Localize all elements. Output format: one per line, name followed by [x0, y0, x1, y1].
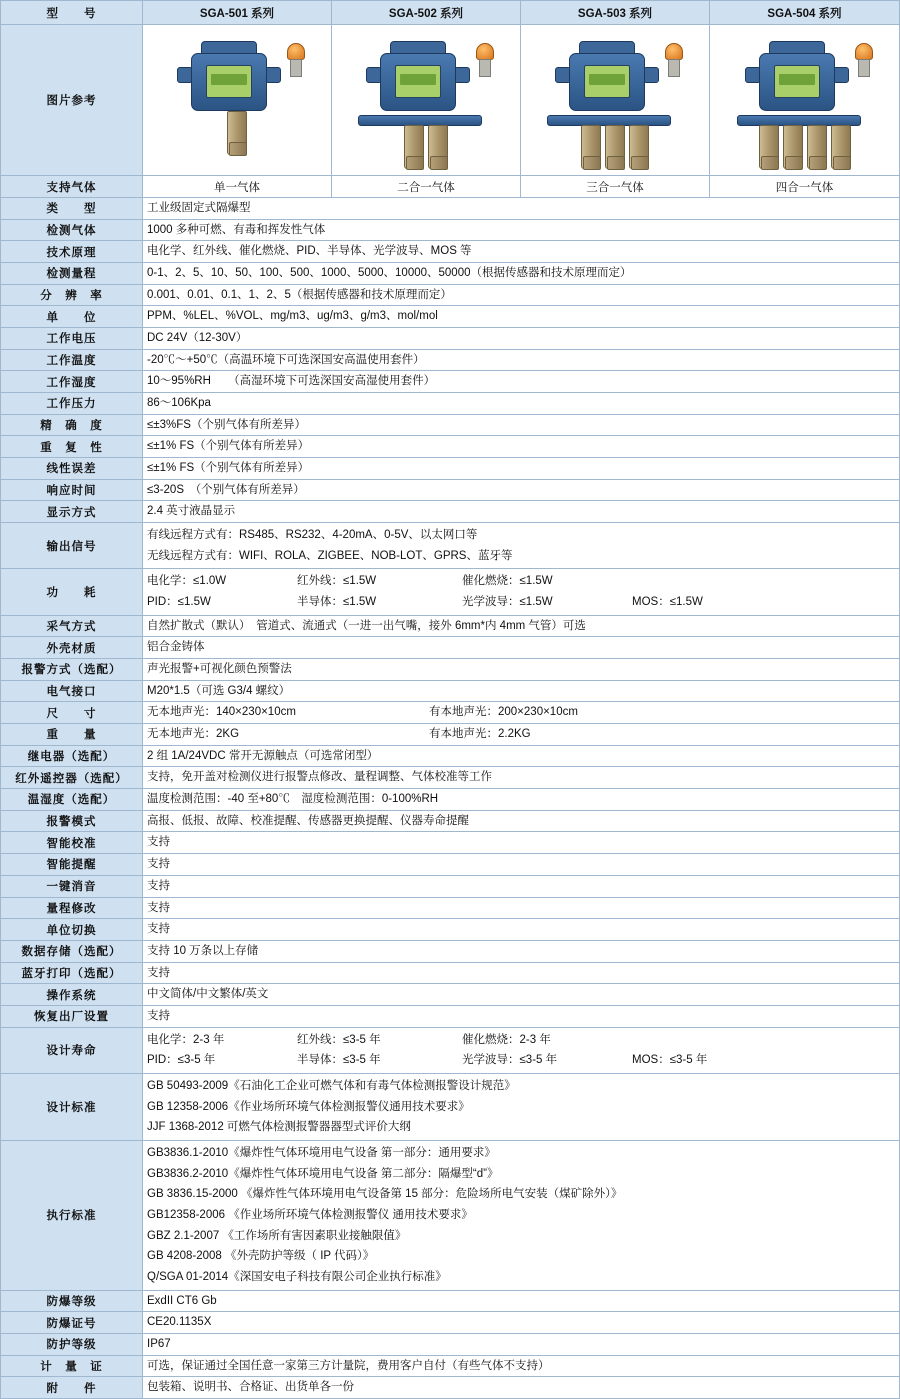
row-value-range-modify: 支持: [143, 897, 900, 919]
row-label-smart-reminder: 智能提醒: [1, 854, 143, 876]
alarm-beacon-icon: [855, 43, 873, 77]
model-header-1: SGA-501 系列: [143, 1, 332, 25]
table-row-weight: [1, 724, 900, 746]
row-label-display: 显示方式: [1, 501, 143, 523]
table-row-design-standard: [1, 1073, 900, 1140]
row-label-linearity: 线性误差: [1, 458, 143, 480]
weight-with-beacon: 有本地声光：2.2KG: [429, 728, 531, 741]
device-body: [380, 53, 456, 111]
row-value-linearity: ≤±1% FS（个别气体有所差异）: [143, 458, 900, 480]
table-row-accuracy: [1, 414, 900, 436]
device-mount-right: [833, 67, 849, 83]
table-row-temp-humidity: [1, 789, 900, 811]
model-header-2: SGA-502 系列: [332, 1, 521, 25]
exec-standard-item: GB3836.2-2010《爆炸性气体环境用电气设备 第二部分：隔爆型“d”》: [147, 1167, 499, 1180]
row-label-resolution: 分 辨 率: [1, 284, 143, 306]
row-label-remote: 红外遥控器（选配）: [1, 767, 143, 789]
row-value-metering-cert: 可选，保证通过全国任意一家第三方计量院，费用客户自付（有些气体不支持）: [143, 1355, 900, 1377]
row-label-shell: 外壳材质: [1, 637, 143, 659]
gas-detector-illustration-2: [346, 27, 506, 173]
table-row-voltage: [1, 328, 900, 350]
row-value-smart-reminder: 支持: [143, 854, 900, 876]
row-label-response-time: 响应时间: [1, 479, 143, 501]
life-item: 半导体：≤3-5 年: [297, 1054, 381, 1067]
sensor-probe: [831, 125, 851, 169]
table-row-range: [1, 263, 900, 285]
row-value-type: 工业级固定式隔爆型: [143, 198, 900, 220]
row-value-relay: 2 组 1A/24VDC 常开无源触点（可选常闭型）: [143, 745, 900, 767]
output-wired: 有线远程方式有：RS485、RS232、4-20mA、0-5V、以太网口等: [147, 529, 478, 542]
row-value-alarm-mode: 高报、低报、故障、校准提醒、传感器更换提醒、仪器寿命提醒: [143, 810, 900, 832]
row-value-mute: 支持: [143, 875, 900, 897]
power-row-2: [147, 592, 895, 613]
table-row-alarm-mode: [1, 810, 900, 832]
alarm-beacon-icon: [665, 43, 683, 77]
row-value-display: 2.4 英寸液晶显示: [143, 501, 900, 523]
exec-standard-item: Q/SGA 01-2014《深国安电子科技有限公司企业执行标准》: [147, 1270, 447, 1283]
row-label-humidity: 工作湿度: [1, 371, 143, 393]
table-row-linearity: [1, 458, 900, 480]
sensor-probe: [759, 125, 779, 169]
table-row-design-life: [1, 1027, 900, 1073]
row-value-smart-calibration: 支持: [143, 832, 900, 854]
gas-support-3: 三合一气体: [521, 176, 710, 198]
beacon-base: [858, 59, 870, 77]
row-label-repeatability: 重 复 性: [1, 436, 143, 458]
row-value-os: 中文简体/中文繁体/英文: [143, 984, 900, 1006]
model-header-4: SGA-504 系列: [710, 1, 900, 25]
row-value-storage: 支持 10 万条以上存储: [143, 940, 900, 962]
table-row-unit: [1, 306, 900, 328]
table-row-smart-calibration: [1, 832, 900, 854]
row-label-voltage: 工作电压: [1, 328, 143, 350]
output-wireless: 无线远程方式有：WIFI、ROLA、ZIGBEE、NOB-LOT、GPRS、蓝牙等: [147, 549, 513, 562]
table-row-repeatability: [1, 436, 900, 458]
size-values: [147, 704, 895, 721]
power-item: 红外线：≤1.5W: [297, 575, 377, 588]
gas-support-4: 四合一气体: [710, 176, 900, 198]
beacon-base: [479, 59, 491, 77]
row-label-storage: 数据存储（选配）: [1, 940, 143, 962]
row-value-factory-reset: 支持: [143, 1005, 900, 1027]
exec-standard-item: GB 3836.15-2000 《爆炸性气体环境用电气设备第 15 部分：危险场所电气安装（煤矿除外）》: [147, 1188, 623, 1201]
table-row-resolution: [1, 284, 900, 306]
gas-detector-illustration-3: [535, 27, 695, 173]
row-label-accessories: 附 件: [1, 1377, 143, 1399]
table-row-images: [1, 25, 900, 176]
row-label-sampling: 采气方式: [1, 615, 143, 637]
table-row-alarm-way: [1, 659, 900, 681]
life-item: 电化学：2-3 年: [147, 1033, 225, 1046]
power-item: PID：≤1.5W: [147, 596, 211, 609]
beacon-base: [290, 59, 302, 77]
row-value-humidity: 10～95%RH （高湿环境下可选深国安高湿使用套件）: [143, 371, 900, 393]
row-value-alarm-way: 声光报警+可视化颜色预警法: [143, 659, 900, 681]
row-value-design-standard: [143, 1073, 900, 1140]
design-standard-item: JJF 1368-2012 可燃气体检测报警器器型式评价大纲: [147, 1121, 411, 1134]
model-header-3: SGA-503 系列: [521, 1, 710, 25]
weight-values: [147, 726, 895, 743]
row-label-principle: 技术原理: [1, 241, 143, 263]
exec-standard-item: GB3836.1-2010《爆炸性气体环境用电气设备 第一部分：通用要求》: [147, 1146, 496, 1159]
row-label-os: 操作系统: [1, 984, 143, 1006]
row-label-power: 功 耗: [1, 569, 143, 615]
row-value-range: 0-1、2、5、10、50、100、500、1000、5000、10000、50000（根据传感器和技术原理而定）: [143, 263, 900, 285]
table-row-mute: [1, 875, 900, 897]
row-value-output: [143, 523, 900, 569]
table-row-shell: [1, 637, 900, 659]
table-row-pressure: [1, 393, 900, 415]
sensor-group: [725, 125, 885, 169]
row-label-metering-cert: 计 量 证: [1, 1355, 143, 1377]
row-value-temperature: -20℃～+50℃（高温环境下可选深国安高温使用套件）: [143, 349, 900, 371]
row-label-temperature: 工作温度: [1, 349, 143, 371]
product-image-3: [521, 25, 710, 176]
table-row-display: [1, 501, 900, 523]
gas-detector-illustration-4: [725, 27, 885, 173]
beacon-dome: [665, 43, 683, 60]
table-row-detect-gas: [1, 219, 900, 241]
table-row-ip-rating: [1, 1333, 900, 1355]
row-label-temp-humidity: 温湿度（选配）: [1, 789, 143, 811]
display-segment: [211, 74, 247, 85]
device-mount-right: [265, 67, 281, 83]
table-row-unit-switch: [1, 919, 900, 941]
row-label-design-life: 设计寿命: [1, 1027, 143, 1073]
alarm-beacon-icon: [476, 43, 494, 77]
device-display: [774, 65, 820, 98]
row-value-remote: 支持，免开盖对检测仪进行报警点修改、量程调整、气体校准等工作: [143, 767, 900, 789]
display-segment: [400, 74, 436, 85]
row-label-ex-level: 防爆等级: [1, 1290, 143, 1312]
row-label-exec-standard: 执行标准: [1, 1140, 143, 1290]
sensor-probe: [227, 111, 247, 155]
row-label-bluetooth-print: 蓝牙打印（选配）: [1, 962, 143, 984]
row-value-exec-standard: [143, 1140, 900, 1290]
device-display: [395, 65, 441, 98]
device-body: [759, 53, 835, 111]
gas-support-1: 单一气体: [143, 176, 332, 198]
exec-standard-item: GB12358-2006 《作业场所环境气体检测报警仪 通用技术要求》: [147, 1208, 473, 1221]
row-label-unit: 单 位: [1, 306, 143, 328]
row-label-size: 尺 寸: [1, 702, 143, 724]
power-item: 光学波导：≤1.5W: [462, 596, 553, 609]
sensor-group: [346, 125, 506, 169]
device-display: [206, 65, 252, 98]
table-row-sampling: [1, 615, 900, 637]
gas-detector-illustration-1: [157, 27, 317, 173]
table-row-relay: [1, 745, 900, 767]
product-image-4: [710, 25, 900, 176]
life-item: MOS：≤3-5 年: [632, 1054, 708, 1067]
row-value-ip-rating: IP67: [143, 1333, 900, 1355]
device-mount-right: [643, 67, 659, 83]
row-value-power: [143, 569, 900, 615]
row-value-bluetooth-print: 支持: [143, 962, 900, 984]
design-standard-item: GB 12358-2006《作业场所环境气体检测报警仪通用技术要求》: [147, 1100, 470, 1113]
table-row-electric-interface: [1, 680, 900, 702]
table-row-remote: [1, 767, 900, 789]
table-row-ex-level: [1, 1290, 900, 1312]
table-row-bluetooth-print: [1, 962, 900, 984]
life-item: 催化燃烧：2-3 年: [462, 1033, 551, 1046]
row-value-detect-gas: 1000 多种可燃、有毒和挥发性气体: [143, 219, 900, 241]
table-row-storage: [1, 940, 900, 962]
row-value-unit: PPM、%LEL、%VOL、mg/m3、ug/m3、g/m3、mol/mol: [143, 306, 900, 328]
table-row-temperature: [1, 349, 900, 371]
row-value-unit-switch: 支持: [143, 919, 900, 941]
table-row-power: [1, 569, 900, 615]
device-mount-right: [454, 67, 470, 83]
row-value-repeatability: ≤±1% FS（个别气体有所差异）: [143, 436, 900, 458]
power-item: 电化学：≤1.0W: [147, 575, 227, 588]
row-value-accuracy: ≤±3%FS（个别气体有所差异）: [143, 414, 900, 436]
table-row-humidity: [1, 371, 900, 393]
display-segment: [589, 74, 625, 85]
row-value-principle: 电化学、红外线、催化燃烧、PID、半导体、光学波导、MOS 等: [143, 241, 900, 263]
power-item: 半导体：≤1.5W: [297, 596, 377, 609]
exec-standard-item: GB 4208-2008 《外壳防护等级（ IP 代码）》: [147, 1250, 375, 1263]
row-label-range: 检测量程: [1, 263, 143, 285]
row-value-ex-cert: CE20.1135X: [143, 1312, 900, 1334]
power-item: 催化燃烧：≤1.5W: [462, 575, 553, 588]
sensor-group: [157, 111, 317, 155]
sensor-probe: [428, 125, 448, 169]
sensor-probe: [605, 125, 625, 169]
size-no-beacon: 无本地声光：140×230×10cm: [147, 706, 296, 719]
row-label-alarm-way: 报警方式（选配）: [1, 659, 143, 681]
row-label-model: 型 号: [1, 1, 143, 25]
row-value-electric-interface: M20*1.5（可选 G3/4 螺纹）: [143, 680, 900, 702]
row-value-pressure: 86～106Kpa: [143, 393, 900, 415]
product-image-1: [143, 25, 332, 176]
row-value-response-time: ≤3-20S （个别气体有所差异）: [143, 479, 900, 501]
row-value-voltage: DC 24V（12-30V）: [143, 328, 900, 350]
row-value-sampling: 自然扩散式（默认） 管道式、流通式（一进一出气嘴，接外 6mm*内 4mm 气管）可选: [143, 615, 900, 637]
alarm-beacon-icon: [287, 43, 305, 77]
row-label-mute: 一键消音: [1, 875, 143, 897]
row-value-ex-level: ExdII CT6 Gb: [143, 1290, 900, 1312]
device-body: [191, 53, 267, 111]
beacon-dome: [476, 43, 494, 60]
table-row-ex-cert: [1, 1312, 900, 1334]
row-label-ex-cert: 防爆证号: [1, 1312, 143, 1334]
power-row-1: [147, 571, 895, 592]
sensor-probe: [404, 125, 424, 169]
gas-support-2: 二合一气体: [332, 176, 521, 198]
beacon-dome: [855, 43, 873, 60]
row-value-accessories: 包装箱、说明书、合格证、出货单各一份: [143, 1377, 900, 1399]
beacon-base: [668, 59, 680, 77]
weight-no-beacon: 无本地声光：2KG: [147, 728, 240, 741]
table-row-factory-reset: [1, 1005, 900, 1027]
row-label-relay: 继电器（选配）: [1, 745, 143, 767]
table-row-model: [1, 1, 900, 25]
table-row-gas-support: [1, 176, 900, 198]
row-value-design-life: [143, 1027, 900, 1073]
size-with-beacon: 有本地声光：200×230×10cm: [429, 706, 578, 719]
row-label-range-modify: 量程修改: [1, 897, 143, 919]
row-label-alarm-mode: 报警模式: [1, 810, 143, 832]
life-row-1: [147, 1030, 895, 1051]
row-label-type: 类 型: [1, 198, 143, 220]
table-row-exec-standard: [1, 1140, 900, 1290]
table-row-output: [1, 523, 900, 569]
row-label-electric-interface: 电气接口: [1, 680, 143, 702]
table-row-accessories: [1, 1377, 900, 1399]
row-label-design-standard: 设计标准: [1, 1073, 143, 1140]
row-value-temp-humidity: 温度检测范围：-40 至+80℃ 湿度检测范围：0-100%RH: [143, 789, 900, 811]
product-image-2: [332, 25, 521, 176]
row-label-gas-support: 支持气体: [1, 176, 143, 198]
life-item: 红外线：≤3-5 年: [297, 1033, 381, 1046]
life-item: PID：≤3-5 年: [147, 1054, 216, 1067]
table-row-type: [1, 198, 900, 220]
row-label-accuracy: 精 确 度: [1, 414, 143, 436]
life-row-2: [147, 1050, 895, 1071]
design-standard-item: GB 50493-2009《石油化工企业可燃气体和有毒气体检测报警设计规范》: [147, 1079, 516, 1092]
row-value-weight: [143, 724, 900, 746]
table-row-metering-cert: [1, 1355, 900, 1377]
row-value-size: [143, 702, 900, 724]
display-segment: [779, 74, 815, 85]
sensor-group: [535, 125, 695, 169]
row-label-weight: 重 量: [1, 724, 143, 746]
row-label-detect-gas: 检测气体: [1, 219, 143, 241]
row-label-pressure: 工作压力: [1, 393, 143, 415]
device-body: [569, 53, 645, 111]
sensor-probe: [783, 125, 803, 169]
sensor-probe: [581, 125, 601, 169]
exec-standard-item: GBZ 2.1-2007 《工作场所有害因素职业接触限值》: [147, 1229, 407, 1242]
row-label-ip-rating: 防护等级: [1, 1333, 143, 1355]
table-row-response-time: [1, 479, 900, 501]
life-item: 光学波导：≤3-5 年: [462, 1054, 558, 1067]
row-label-image: 图片参考: [1, 25, 143, 176]
row-label-factory-reset: 恢复出厂设置: [1, 1005, 143, 1027]
power-item: MOS：≤1.5W: [632, 596, 703, 609]
table-row-os: [1, 984, 900, 1006]
row-label-output: 输出信号: [1, 523, 143, 569]
device-display: [584, 65, 630, 98]
sensor-probe: [807, 125, 827, 169]
row-label-unit-switch: 单位切换: [1, 919, 143, 941]
table-row-smart-reminder: [1, 854, 900, 876]
table-row-principle: [1, 241, 900, 263]
row-label-smart-calibration: 智能校准: [1, 832, 143, 854]
table-row-range-modify: [1, 897, 900, 919]
table-row-size: [1, 702, 900, 724]
beacon-dome: [287, 43, 305, 60]
sensor-probe: [629, 125, 649, 169]
row-value-shell: 铝合金铸体: [143, 637, 900, 659]
row-value-resolution: 0.001、0.01、0.1、1、2、5（根据传感器和技术原理而定）: [143, 284, 900, 306]
